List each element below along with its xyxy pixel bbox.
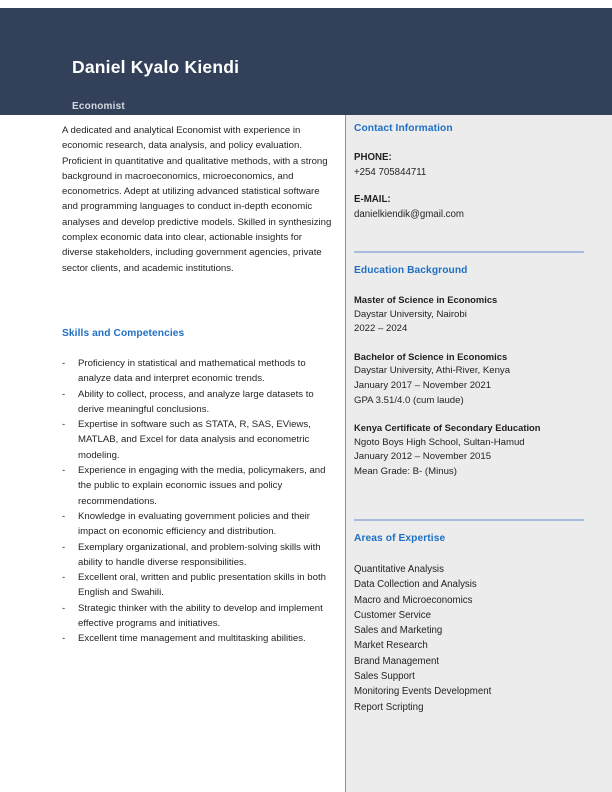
education-degree: Master of Science in Economics: [354, 294, 498, 305]
bullet-marker: -: [62, 388, 66, 400]
skill-bullet: [62, 463, 338, 509]
bullet-marker: -: [62, 510, 66, 522]
expertise-section-title: Areas of Expertise: [354, 533, 446, 544]
expertise-item: Sales and Marketing: [354, 625, 443, 637]
skill-text: Knowledge in evaluating government policies and their impact on economic efficiency and distribution.: [78, 510, 310, 538]
skill-bullet: [62, 417, 338, 463]
skill-bullet: [62, 540, 338, 571]
entry-spacer: [354, 408, 599, 421]
skill-text: Experience in engaging with the media, policymakers, and the public to explain economic issues and policy recommendations.: [78, 465, 326, 507]
education-detail: Daystar University, Athi-River, Kenya: [354, 365, 511, 377]
email-value: danielkiendik@gmail.com: [354, 208, 464, 220]
skill-text: Excellent oral, written and public presentation skills in both English and Swahili.: [78, 572, 326, 599]
bullet-marker: -: [62, 465, 66, 477]
education-detail: Mean Grade: B- (Minus): [354, 465, 457, 477]
bullet-marker: -: [62, 633, 66, 645]
expertise-item: Macro and Microeconomics: [354, 594, 473, 606]
bullet-marker: -: [62, 541, 66, 553]
skill-text: Strategic thinker with the ability to develop and implement effective programs and initiatives.: [78, 602, 323, 630]
contact-section: [354, 123, 599, 222]
skill-text: Ability to collect, process, and analyze large datasets to derive meaningful conclusions.: [78, 388, 314, 415]
email-label: E-MAIL:: [354, 194, 391, 205]
education-entry: [354, 421, 599, 479]
phone-value: +254 705844711: [354, 166, 427, 178]
expertise-item: Monitoring Events Development: [354, 686, 492, 698]
professional-summary: A dedicated and analytical Economist with experience in economic research, data analysis, and policy evaluation. Proficient in quantitative and qualitative methods, with a strong background in macroeconomics, microeconomics, and econometrics. Adept at utilizing advanced statistical software and programming languages to conduct in-depth economic analyses and develop predictive models. Skilled in synthesizing complex economic data into clear, actionable insights for diverse stakeholders, including government agencies, private sector clients, and academic institutions.: [62, 125, 332, 274]
education-detail: Daystar University, Nairobi: [354, 308, 467, 320]
phone-label: PHONE:: [354, 152, 392, 163]
expertise-item: Sales Support: [354, 671, 415, 683]
bullet-marker: -: [62, 572, 66, 584]
expertise-list: [354, 562, 599, 715]
skills-section-title: Skills and Competencies: [62, 328, 185, 339]
expertise-item: Data Collection and Analysis: [354, 579, 477, 591]
bullet-marker: -: [62, 602, 66, 614]
skills-list: [62, 356, 338, 647]
education-detail: 2022 – 2024: [354, 323, 408, 335]
section-divider-contact: [354, 251, 584, 253]
section-divider-education: [354, 519, 584, 521]
education-detail: GPA 3.51/4.0 (cum laude): [354, 394, 464, 406]
candidate-name: Daniel Kyalo Kiendi: [72, 57, 240, 77]
expertise-section: [354, 533, 599, 715]
expertise-item: Quantitative Analysis: [354, 564, 444, 575]
expertise-item: Report Scripting: [354, 701, 424, 713]
skill-bullet: [62, 509, 338, 540]
expertise-item: Market Research: [354, 640, 428, 652]
skill-bullet: [62, 631, 338, 646]
education-detail: January 2012 – November 2015: [354, 451, 492, 463]
skill-text: Proficiency in statistical and mathematical methods to analyze data and interpret economic trends.: [78, 358, 306, 385]
education-section: [354, 265, 599, 480]
skill-text: Expertise in software such as STATA, R, SAS, EViews, MATLAB, and Excel for data analysis and econometric modeling.: [78, 419, 311, 461]
skill-bullet: [62, 570, 338, 601]
education-detail: January 2017 – November 2021: [354, 379, 492, 391]
skill-bullet: [62, 387, 338, 418]
skill-bullet: [62, 356, 338, 387]
education-entry: [354, 293, 599, 337]
candidate-job-title: Economist: [72, 101, 125, 112]
education-detail: Ngoto Boys High School, Sultan-Hamud: [354, 436, 525, 448]
education-degree: Kenya Certificate of Secondary Education: [354, 422, 541, 434]
skill-text: Exemplary organizational, and problem-solving skills with ability to handle diverse responsibilities.: [78, 541, 321, 568]
expertise-item: Brand Management: [354, 655, 440, 667]
expertise-item: Customer Service: [354, 609, 431, 621]
bullet-marker: -: [62, 358, 66, 369]
resume-header: [0, 8, 612, 115]
education-section-title: Education Background: [354, 265, 468, 276]
bullet-marker: -: [62, 419, 66, 431]
skill-bullet: [62, 601, 338, 632]
education-entry: [354, 350, 599, 408]
contact-section-title: Contact Information: [354, 123, 453, 134]
main-column: [0, 115, 345, 792]
sidebar-column: [345, 115, 612, 792]
education-degree: Bachelor of Science in Economics: [354, 350, 508, 362]
entry-spacer: [354, 337, 599, 350]
skill-text: Excellent time management and multitasking abilities.: [78, 633, 306, 645]
